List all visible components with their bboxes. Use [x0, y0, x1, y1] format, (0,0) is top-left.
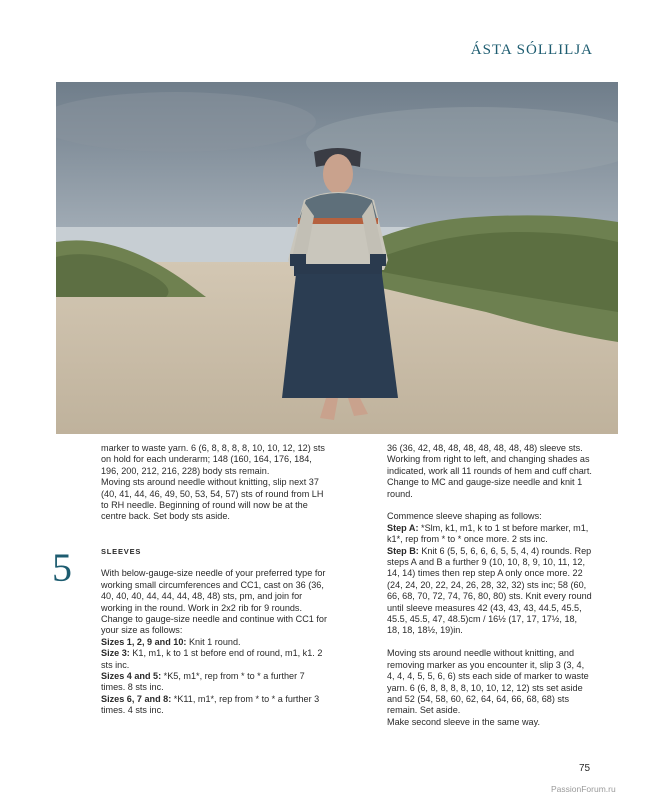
- instruction: [387, 523, 592, 546]
- right-text-column: [387, 443, 592, 728]
- left-text-column: [101, 443, 327, 717]
- paragraph: marker to waste yarn. 6 (6, 8, 8, 8, 8, 10, 10, 12, 12) sts on hold for each underarm; 148 (160, 164, 176, 184, 196, 200, 212, 216, 228) body sts remain.: [101, 443, 325, 476]
- paragraph: Make second sleeve in the same way.: [387, 716, 540, 727]
- instruction-text: *Slm, k1, m1, k to 1 st before marker, m1, k1*, rep from * to * once more. 2 sts inc.: [387, 522, 589, 545]
- instruction-label: Step B:: [387, 545, 419, 556]
- instruction-label: Sizes 1, 2, 9 and 10:: [101, 636, 187, 647]
- instruction-text: Knit 6 (5, 5, 6, 6, 6, 5, 5, 4, 4) rounds. Rep steps A and B a further 9 (10, 10, 8, 9, 10, 11, 12, 14, 14) times then rep step A only once more. 22 (24, 24, 20, 22, 24, 26, 28, 32, 32) sts inc; 58 (60, 66, 68, 70, 72, 74, 76, 80, 80) sts. Knit every round until sleeve measures 42 (43, 43, 43, 44.5, 45.5, 45.5, 45.5, 47, 48.5)cm / 16½ (17, 17, 17½, 18, 18, 18, 18½, 19)in.: [387, 545, 592, 636]
- paragraph: Moving sts around needle without knitting, and removing marker as you encounter it, slip 3 (3, 4, 4, 4, 4, 5, 5, 6, 6) sts each side of marker to waste yarn. 6 (6, 8, 8, 8, 8, 10, 10, 12, 12) sts set aside and 52 (54, 58, 60, 62, 64, 64, 66, 68, 68) sts remain. Set aside.: [387, 648, 589, 716]
- instruction: [101, 648, 327, 671]
- instruction-label: Step A:: [387, 522, 419, 533]
- beach-photo-illustration: [56, 82, 618, 434]
- paragraph: Commence sleeve shaping as follows:: [387, 511, 542, 522]
- instruction-label: Sizes 4 and 5:: [101, 671, 162, 682]
- instruction: [101, 694, 327, 717]
- section-title: SLEEVES: [101, 546, 142, 556]
- instruction: [101, 637, 327, 648]
- instruction: [101, 671, 327, 694]
- instruction-text: K1, m1, k to 1 st before end of round, m1, k1. 2 sts inc.: [101, 648, 323, 670]
- instruction: [387, 546, 592, 637]
- paragraph: Moving sts around needle without knitting, slip next 37 (40, 41, 44, 46, 49, 50, 53, 54, 57) sts of round from LH to RH needle. Beginning of round will now be at the centre back. Set body sts aside.: [101, 477, 324, 522]
- page-number: 75: [579, 763, 591, 774]
- section-number: 5: [52, 545, 72, 590]
- paragraph: With below-gauge-size needle of your preferred type for working small circumferences and CC1, cast on 36 (36, 40, 40, 40, 44, 44, 44, 48, 48) sts, pm, and join for working in the round. Work in 2x2 rib for 9 rounds. Change to gauge-size needle and continue with CC1 for your size as follows:: [101, 568, 327, 636]
- instruction-label: Size 3:: [101, 648, 130, 659]
- paragraph: 36 (36, 42, 48, 48, 48, 48, 48, 48, 48) sleeve sts. Working from right to left, and changing shades as indicated, work all 11 rounds of hem and cuff chart. Change to MC and gauge-size needle and knit 1 round.: [387, 443, 592, 499]
- instruction-label: Sizes 6, 7 and 8:: [101, 693, 172, 704]
- instruction-text: *K5, m1*, rep from * to * a further 7 times. 8 sts inc.: [101, 671, 305, 693]
- model-photo: [56, 82, 618, 434]
- watermark: PassionForum.ru: [551, 784, 616, 794]
- instruction-text: *K11, m1*, rep from * to * a further 3 times. 4 sts inc.: [101, 693, 320, 716]
- instruction-text: Knit 1 round.: [186, 636, 241, 647]
- book-title: ÁSTA SÓLLILJA: [470, 42, 593, 58]
